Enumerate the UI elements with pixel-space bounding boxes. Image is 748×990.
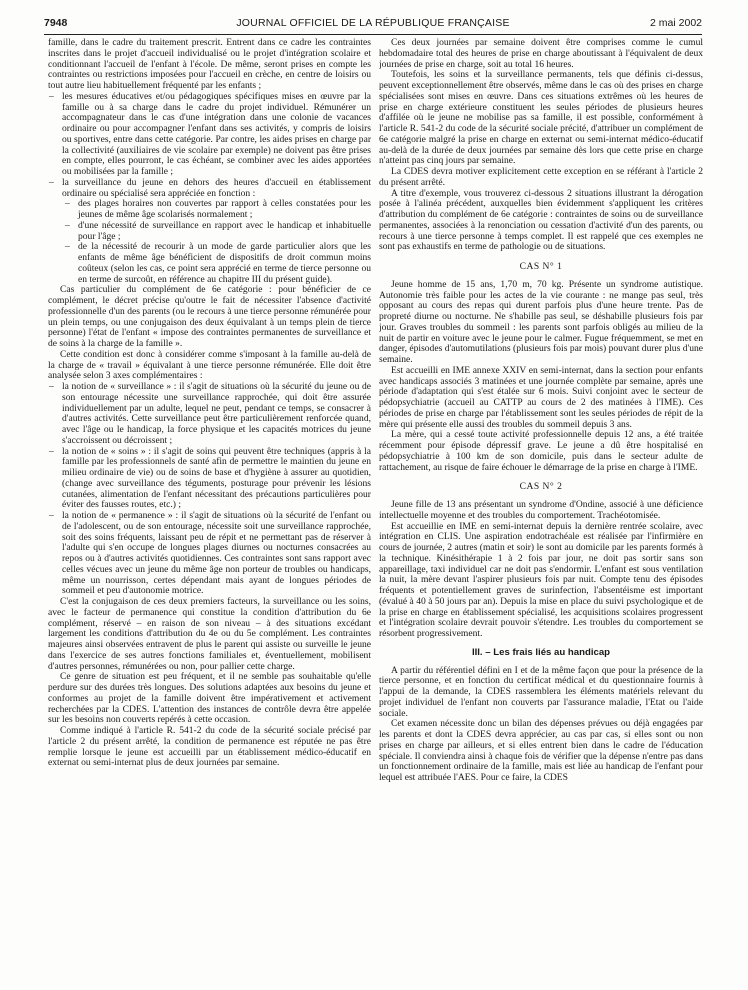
paragraph: Jeune fille de 13 ans présentant un syndrome d'Ondine, associé à une déficience intellectuelle moyenne et des troubles du comportement. Trachéotomisée.	[379, 499, 703, 521]
publication-date: 2 mai 2002	[650, 17, 702, 29]
list-item-text: la surveillance du jeune en dehors des heures d'accueil en établissement ordinaire ou spécialisé sera appréciée en fonction :	[62, 176, 371, 199]
page-number: 7948	[44, 17, 68, 29]
paragraph: A partir du référentiel défini en I et de la même façon que pour la présence de la tierce personne, et en fonction du certificat médical et du questionnaire fournis à l'appui de la demande, la CDES rassemblera les éléments matériels relevant du projet individuel de l'enfant non couverts par l'assurance maladie, l'Etat ou l'aide sociale.	[379, 664, 703, 719]
sub-list-item: – de la nécessité de recourir à un mode de garde particulier alors que les enfants de même âge bénéficient de dispositifs de droit commun moins coûteux (selon les cas, ce point sera apprécié en terme de tierce personne ou en terme de surcoût, en référence au chapitre III du présent guide).	[78, 242, 371, 285]
section-heading-text: III. – Les frais liés au handicap	[471, 646, 611, 658]
sub-bullet-list	[62, 199, 371, 285]
notion-list	[48, 382, 371, 597]
paragraph: A titre d'exemple, vous trouverez ci-dessous 2 situations illustrant la dérogation posée à l'alinéa précédent, auxquelles bien évidemment s'appliquent les critères d'attribution du complément de 6e catégorie : contraintes de soins ou de surveillance permanentes, associées à la renonciation ou cessation d'activité d'un des parents, ou recours à une tierce personne à temps complet. Il est rappelé que ces exemples ne sont pas exhaustifs en terme de pathologie ou de situations.	[379, 187, 703, 253]
paragraph: La CDES devra motiver explicitement cette exception en se référant à l'article 2 du présent arrêté.	[379, 166, 703, 188]
list-item: – les mesures éducatives et/ou pédagogiques spécifiques mises en œuvre par la famille ou à sa charge dans le cadre du projet individuel. Rémunérer un accompagnateur dans le cas d'une intégration dans une colonie de vacances ordinaire ou pour accompagner l'enfant dans ses activités, y compris de loisirs ou sportives, entre dans cette catégorie. Par contre, les aides prises en charge par la collectivité (auxiliaires de vie scolaire par exemple) ne doivent pas être prises en compte, elles pourront, le cas échéant, se combiner avec les aides apportées ou mobilisées par la famille ;	[62, 92, 371, 178]
case-2-heading: CAS N° 2	[519, 481, 563, 493]
paragraph: Toutefois, les soins et la surveillance permanents, tels que définis ci-dessus, peuvent exceptionnellement être observés, même dans le cas où des prises en charge spécialisées sont mises en œuvre. Dans ces situations extrêmes où les heures de prise en charge extérieure constituent les seules périodes de plusieurs heures d'affilée où le jeune ne mobilise pas sa famille, il est possible, conformément à l'article R. 541-2 du code de la sécurité sociale précité, d'attribuer un complément de 6e catégorie malgré la prise en charge en externat ou semi-internat médico-éducatif au-delà de la durée de deux journées par semaine dès lors que cette prise en charge n'atteint pas cinq jours par semaine.	[379, 69, 703, 167]
page-header	[44, 14, 702, 35]
paragraph: Comme indiqué à l'article R. 541-2 du code de la sécurité sociale précisé par l'article 2 du présent arrêté, la condition de permanence est réputée ne pas être remplie lorsque le jeune est accueilli par un établissement médico-éducatif en externat ou semi-internat plus de deux journées par semaine.	[48, 725, 371, 769]
list-item: – la notion de « permanence » : il s'agit de situations où la sécurité de l'enfant ou de l'adolescent, ou de son entourage, nécessite soit une surveillance rapprochée, soit des soins fréquents, laissant peu de répit et ne permettant pas de réserver à l'adulte qui s'en occupe de longues plages diurnes ou nocturnes consacrées au repos ou à d'autres activités quotidiennes. Ces contraintes sont sans rapport avec celles vécues avec un jeune du même âge non porteur de troubles ou handicaps, même un nourrisson, certes dépendant mais ayant de longues périodes de sommeil et peu d'autonomie motrice.	[62, 511, 371, 597]
paragraph: Jeune homme de 15 ans, 1,70 m, 70 kg. Présente un syndrome autistique. Autonomie très faible pour les actes de la vie courante : ne mange pas seul, très opposant au cours des repas qui durent parfois plus d'une heure trente. Pas de propreté diurne ou nocturne. Ne s'habille pas seul, se déshabille plusieurs fois par jour. Graves troubles du sommeil : les parents sont parfois obligés au milieu de la nuit de partir en voiture avec le jeune pour le calmer. Fugue fréquemment, se met en danger, épisodes d'automutilations (plusieurs fois par mois) pouvant durer plus d'une semaine.	[379, 278, 703, 365]
section-heading	[379, 648, 703, 659]
list-item: – la notion de « surveillance » : il s'agit de situations où la sécurité du jeune ou de son entourage nécessite une surveillance rapprochée, qui doit être assurée individuellement par un adulte, lequel ne peut, pendant ce temps, se consacrer à d'autres activités. Cette surveillance peut être particulièrement renforcée quand, avec l'âge ou le handicap, la force physique et les capacités motrices du jeune s'accroissent ou décroissent ;	[62, 382, 371, 447]
paragraph: C'est la conjugaison de ces deux premiers facteurs, la surveillance ou les soins, avec le facteur de permanence qui constitue la condition d'attribution du 6e complément, réservé – en raison de son niveau – à des situations excédant largement les conditions d'attribution du 4e ou du 5e complément. Les contraintes majeures ainsi observées entravent de plus le parent qui assiste ou surveille le jeune dans l'exercice de ses autres fonctions familiales et, éventuellement, mobilisent d'autres personnes, rémunérées ou non, pour pallier cette charge.	[48, 596, 371, 672]
paragraph: Cas particulier du complément de 6e catégorie : pour bénéficier de ce complément, le décret précise qu'outre le fait de nécessiter l'absence d'activité professionnelle d'un des parents (ou le recours à une tierce personne rémunérée pour un plein temps, ou une conjugaison des deux équivalant à un temps plein de tierce personne) l'état de l'enfant « impose des contraintes permanentes de surveillance et de soins à la charge de la famille ».	[48, 284, 371, 349]
paragraph: Ce genre de situation est peu fréquent, et il ne semble pas souhaitable qu'elle perdure sur des durées très longues. Des solutions adaptées aux besoins du jeune et conformes au projet de la famille doivent être impérativement et activement recherchées par la CDES. L'attention des instances de contrôle devra être appelée sur les besoins non couverts repérés à cette occasion.	[48, 671, 371, 726]
paragraph: Cette condition est donc à considérer comme s'imposant à la famille au-delà de la charge de « travail » équivalant à une tierce personne rémunérée. Elle doit être analysée selon 3 axes complémentaires :	[48, 348, 371, 382]
paragraph: Ces deux journées par semaine doivent être comprises comme le cumul hebdomadaire total des heures de prise en charge aboutissant à l'équivalent de deux journées de prise en charge, soit au total 16 heures.	[379, 38, 703, 70]
sub-list-item: – des plages horaires non couvertes par rapport à celles constatées pour les jeunes de même âge scolarisés normalement ;	[78, 199, 371, 221]
paragraph: Cet examen nécessite donc un bilan des dépenses prévues ou déjà engagées par les parents et dont la CDES devra apprécier, au cas par cas, si elles sont ou non prises en charge par ailleurs, et si elles entrent bien dans le cadre de l'éducation spéciale. Il conviendra ainsi à chaque fois de vérifier que la dépense n'entre pas dans un fonctionnement ordinaire de la famille, mais est liée au handicap de l'enfant pour lequel est attribuée l'AES. Pour ce faire, la CDES	[379, 718, 703, 783]
journal-title: JOURNAL OFFICIEL DE LA RÉPUBLIQUE FRANÇAISE	[236, 17, 510, 29]
left-column	[48, 38, 371, 983]
paragraph: Est accueilli en IME annexe XXIV en semi-internat, dans la section pour enfants avec handicaps associés 3 matinées et une journée complète par semaine, après une période d'adaptation qui s'est étalée sur 6 mois. Suivi conjoint avec le secteur de pédopsychiatrie (accueil au CATTP au cours de 2 des matinées à l'IME). Ces périodes de prise en charge par l'établissement sont les seules périodes de répit de la mère qui présente elle aussi des troubles du sommeil depuis 3 ans.	[379, 364, 703, 430]
bullet-list	[48, 92, 371, 286]
paragraph: La mère, qui a cessé toute activité professionnelle depuis 12 ans, a été traitée récemment pour épisode dépressif grave. Le jeune a dû être hospitalisé en pédopsychiatrie à 100 km de son domicile, puis dans le secteur adulte de rattachement, au risque de faire échouer le démarrage de la prise en charge à l'IME.	[379, 429, 703, 473]
case-1-heading: CAS N° 1	[519, 261, 563, 272]
list-item: – la notion de « soins » : il s'agit de soins qui peuvent être techniques (appris à la famille par les professionnels de santé afin de permettre le maintien du jeune en milieu ordinaire de vie) ou de soins de base et d'hygiène à assurer au quotidien, (change avec surveillance des téguments, posturage pour prévenir les lésions cutanées, alimentation de l'enfant nécessitant des précautions particulières pour éviter des fausses routes, etc.) ;	[62, 447, 371, 512]
paragraph: famille, dans le cadre du traitement prescrit. Entrent dans ce cadre les contraintes inscrites dans le projet d'accueil individualisé ou le projet d'intégration scolaire et conditionnant l'accueil de l'enfant à l'école. De même, seront prises en compte les contraintes ou restrictions imposées pour l'accueil en crèche, en centre de loisirs ou tout autre lieu habituellement fréquenté par les enfants ;	[48, 38, 371, 91]
list-item	[62, 178, 371, 286]
right-column	[379, 38, 703, 983]
paragraph: Est accueillie en IME en semi-internat depuis la dernière rentrée scolaire, avec intégration en CLIS. Une aspiration endotrachéale est réalisée par l'infirmière en cours de journée, 2 autres (matin et soir) le sont au domicile par les parents formés à la technique. Kinésithérapie 1 à 2 fois par jour, ne doit pas sortir sans son appareillage, taxi individuel car ne doit pas s'endormir. L'enfant est sous ventilation la nuit, la mère devant l'aspirer plusieurs fois par nuit. Compte tenu des épisodes fréquents et potentiellement graves de surinfection, l'absentéisme est important (évalué à 40 à 50 jours par an). Depuis la mise en place du suivi psychologique et de la prise en charge en établissement spécialisé, les acquisitions scolaires progressent et l'intégration scolaire devrait pouvoir s'étendre. Les troubles du comportement se résorbent progressivement.	[379, 520, 703, 639]
sub-list-item: – d'une nécessité de surveillance en rapport avec le handicap et inhabituelle pour l'âge ;	[78, 221, 371, 243]
